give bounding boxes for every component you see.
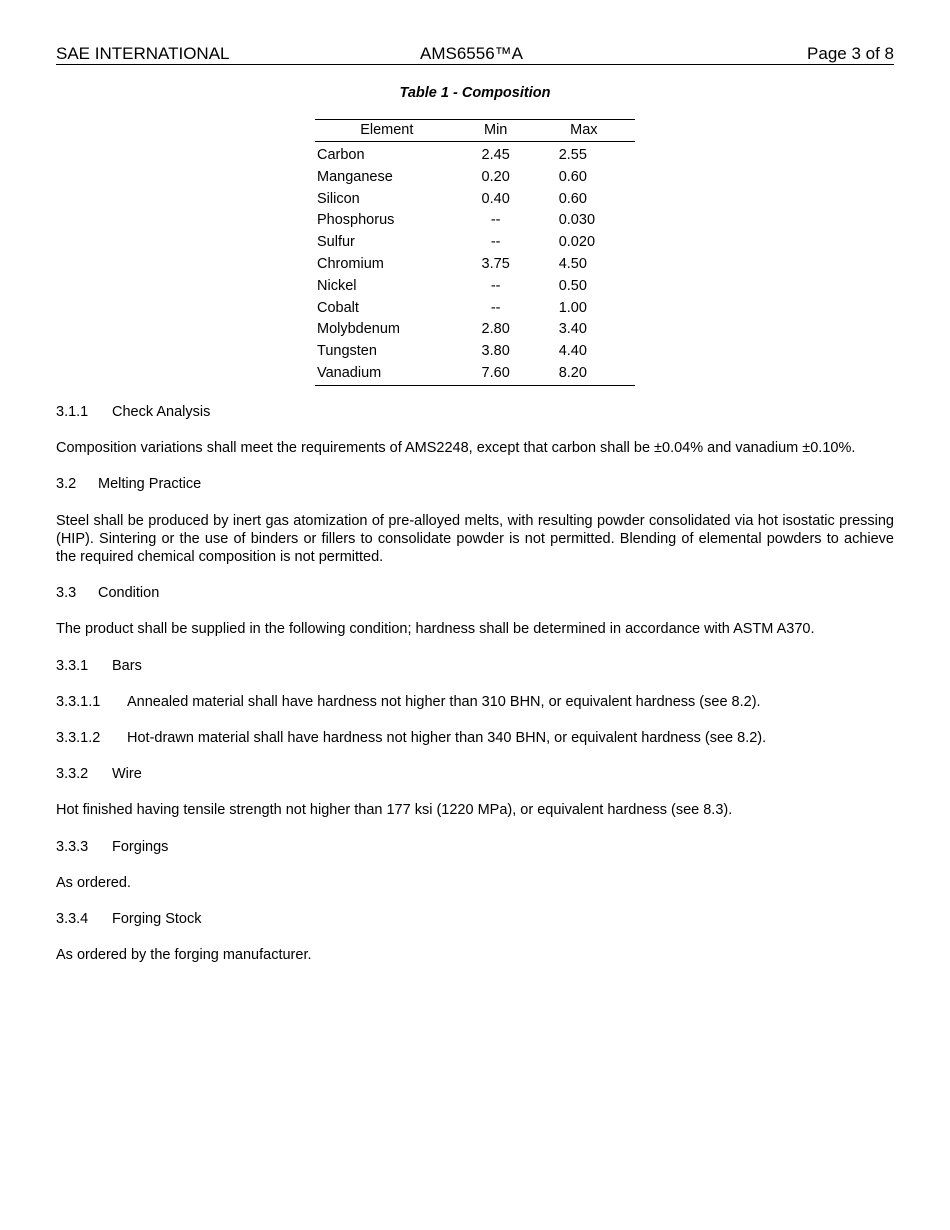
section-3-3-1-1 bbox=[56, 693, 894, 711]
max-cell: 4.40 bbox=[558, 343, 587, 360]
element-cell: Vanadium bbox=[315, 363, 459, 385]
section-number: 3.3.1.2 bbox=[56, 730, 101, 747]
section-title: Wire bbox=[112, 766, 142, 783]
section-heading-3-3-2 bbox=[56, 765, 894, 783]
max-cell: 0.60 bbox=[558, 168, 587, 185]
section-title: Forging Stock bbox=[112, 911, 202, 928]
section-number: 3.3.1 bbox=[56, 657, 89, 674]
element-cell: Chromium bbox=[317, 255, 384, 272]
element-cell: Tungsten bbox=[317, 343, 377, 360]
table-row bbox=[315, 189, 635, 211]
max-cell: 0.030 bbox=[558, 212, 596, 229]
table-row bbox=[315, 210, 635, 232]
section-number: 3.1.1 bbox=[56, 404, 89, 420]
header-page-number: Page 3 of 8 bbox=[807, 44, 894, 63]
section-title: Melting Practice bbox=[98, 476, 202, 493]
paragraph-wire: Hot finished having tensile strength not higher than 177 ksi (1220 MPa), or equivalent hardness (see 8.3). bbox=[56, 802, 733, 819]
section-heading-3-3-1 bbox=[56, 657, 894, 675]
section-text: Annealed material shall have hardness not higher than 310 BHN, or equivalent hardness (see 8.2). bbox=[127, 693, 761, 710]
element-cell: Molybdenum bbox=[317, 321, 401, 338]
paragraph-forgings: As ordered. bbox=[56, 874, 131, 891]
element-cell: Nickel bbox=[317, 277, 357, 294]
section-text: Hot-drawn material shall have hardness not higher than 340 BHN, or equivalent hardness (see 8.2). bbox=[127, 730, 767, 747]
table-header-row bbox=[315, 120, 635, 142]
section-number: 3.3.2 bbox=[56, 766, 89, 783]
min-cell: 3.80 bbox=[481, 343, 510, 360]
section-number: 3.3.4 bbox=[56, 911, 89, 928]
section-number: 3.3 bbox=[56, 585, 77, 602]
paragraph-forging-stock: As ordered by the forging manufacturer. bbox=[56, 947, 312, 964]
min-cell: 2.45 bbox=[481, 147, 510, 163]
element-cell: Sulfur bbox=[317, 234, 355, 251]
element-cell: Manganese bbox=[317, 168, 393, 185]
page-header bbox=[56, 44, 894, 65]
table-row bbox=[315, 276, 635, 298]
max-cell: 8.20 bbox=[533, 363, 635, 385]
composition-table bbox=[315, 119, 635, 386]
table-row bbox=[315, 254, 635, 276]
element-cell: Silicon bbox=[317, 190, 360, 207]
section-heading-3-2 bbox=[56, 475, 894, 493]
table-row bbox=[315, 298, 635, 320]
section-title: Forgings bbox=[112, 838, 169, 855]
table-row bbox=[315, 232, 635, 254]
paragraph-melting-practice: Steel shall be produced by inert gas atomization of pre-alloyed melts, with resulting powder consolidated via hot isostatic pressing (HIP). Sintering or the use of binders or fillers to consolidate powder is not permitted. Blending of elemental powders to achieve the required chemical composition is not permitted. bbox=[56, 512, 894, 566]
header-document-number: AMS6556™A bbox=[420, 44, 523, 63]
header-organization: SAE INTERNATIONAL bbox=[56, 44, 230, 63]
paragraph-check-analysis: Composition variations shall meet the requirements of AMS2248, except that carbon shall be ±0.04% and vanadium ±0.10%. bbox=[56, 440, 856, 457]
section-heading-3-3-4 bbox=[56, 910, 894, 928]
element-cell: Cobalt bbox=[317, 299, 359, 316]
section-3-3-1-2 bbox=[56, 729, 894, 747]
table-row bbox=[315, 319, 635, 341]
min-cell: 7.60 bbox=[459, 363, 533, 385]
section-heading-3-3-3 bbox=[56, 838, 894, 856]
table-row bbox=[315, 142, 635, 167]
max-cell: 2.55 bbox=[558, 147, 587, 163]
min-cell: -- bbox=[490, 277, 501, 294]
min-cell: 0.20 bbox=[481, 168, 510, 185]
column-header-min: Min bbox=[459, 120, 533, 142]
min-cell: -- bbox=[490, 234, 501, 251]
element-cell: Carbon bbox=[317, 147, 365, 163]
document-body bbox=[56, 403, 894, 982]
section-title: Bars bbox=[112, 657, 142, 674]
min-cell: -- bbox=[490, 299, 501, 316]
section-heading-3-1-1 bbox=[56, 403, 894, 421]
column-header-element: Element bbox=[315, 120, 459, 142]
table-row bbox=[315, 363, 635, 385]
min-cell: -- bbox=[490, 212, 501, 229]
max-cell: 0.50 bbox=[558, 277, 587, 294]
max-cell: 3.40 bbox=[558, 321, 587, 338]
section-title: Condition bbox=[98, 585, 160, 602]
max-cell: 4.50 bbox=[558, 255, 587, 272]
table-title: Table 1 - Composition bbox=[399, 85, 551, 101]
section-title: Check Analysis bbox=[112, 404, 211, 420]
section-heading-3-3 bbox=[56, 584, 894, 602]
max-cell: 1.00 bbox=[558, 299, 587, 316]
min-cell: 0.40 bbox=[481, 190, 510, 207]
max-cell: 0.60 bbox=[558, 190, 587, 207]
table-row bbox=[315, 167, 635, 189]
column-header-max: Max bbox=[533, 120, 635, 142]
max-cell: 0.020 bbox=[558, 234, 596, 251]
paragraph-condition: The product shall be supplied in the following condition; hardness shall be determined in accordance with ASTM A370. bbox=[56, 621, 815, 638]
min-cell: 2.80 bbox=[481, 321, 510, 338]
min-cell: 3.75 bbox=[481, 255, 510, 272]
section-number: 3.3.3 bbox=[56, 838, 89, 855]
section-number: 3.2 bbox=[56, 476, 77, 493]
element-cell: Phosphorus bbox=[317, 212, 395, 229]
table-row bbox=[315, 341, 635, 363]
section-number: 3.3.1.1 bbox=[56, 693, 101, 710]
